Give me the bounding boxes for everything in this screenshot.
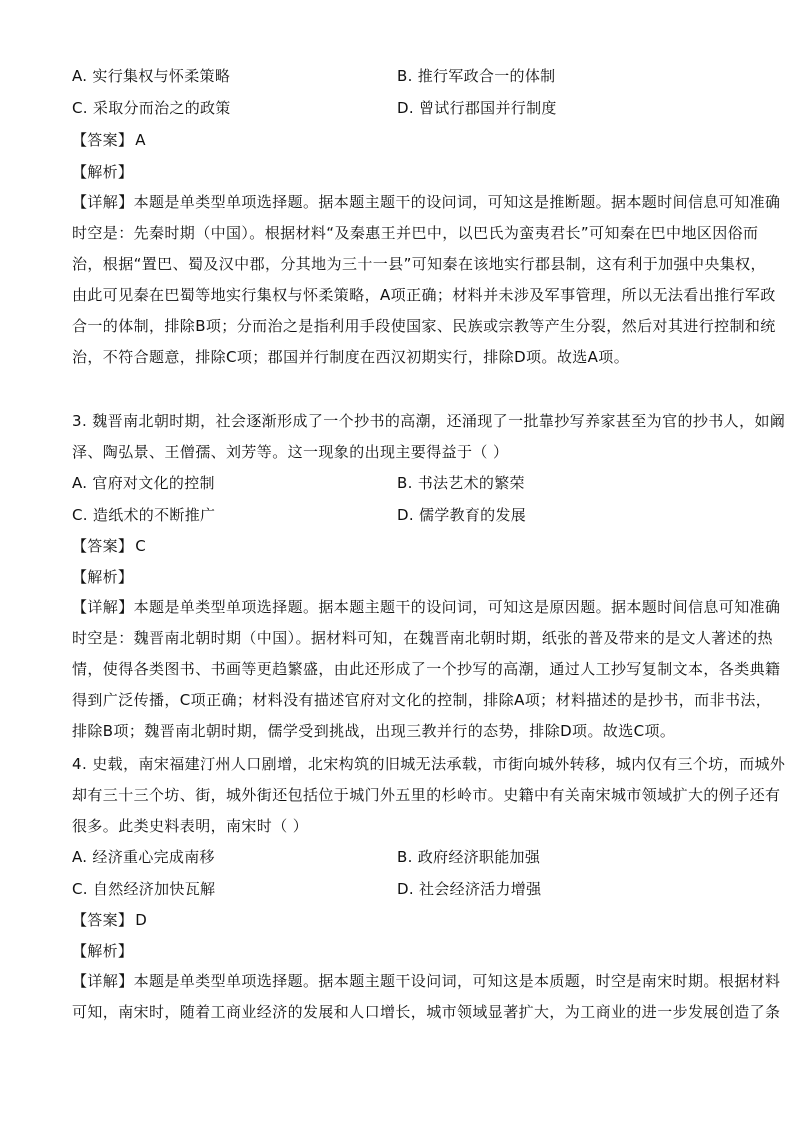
q3-answer-label: 【答案】 — [72, 537, 134, 555]
q2-detail-line: 合一的体制，排除B项；分而治之是指利用手段使国家、民族或宗教等产生分裂，然后对其进行控制和统 — [72, 317, 776, 335]
q3-option-b: B. 书法艺术的繁荣 — [397, 474, 525, 492]
q4-detail-line: 可知，南宋时，随着工商业经济的发展和人口增长，城市领域显著扩大，为工商业的进一步发展创造了条 — [72, 1003, 781, 1021]
q2-option-a: A. 实行集权与怀柔策略 — [72, 67, 231, 85]
q4-answer-value: D — [135, 911, 148, 929]
q2-detail-line: 治，根据“置巴、蜀及汉中郡，分其地为三十一县”可知秦在该地实行郡县制，这有利于加强中央集权， — [72, 255, 766, 273]
q2-option-c: C. 采取分而治之的政策 — [72, 99, 231, 117]
q3-detail-line: 得到广泛传播，C项正确；材料没有描述官府对文化的控制，排除A项；材料描述的是抄书，而非书法， — [72, 691, 772, 709]
q4-stem-line: 却有三十三个坊、街，城外街还包括位于城门外五里的杉岭市。史籍中有关南宋城市领域扩大的例子还有 — [72, 786, 781, 804]
q3-stem — [72, 406, 786, 468]
q4-detail-line: 【详解】本题是单类型单项选择题。据本题主题干设问词，可知这是本质题，时空是南宋时期。根据材料 — [72, 972, 781, 990]
q3-stem-line: 泽、陶弘景、王僧孺、刘芳等。这一现象的出现主要得益于（ ） — [72, 443, 509, 461]
q2-option-b: B. 推行军政合一的体制 — [397, 67, 556, 85]
q2-answer — [72, 131, 146, 149]
q3-option-a: A. 官府对文化的控制 — [72, 474, 215, 492]
q4-stem-line: 很多。此类史料表明，南宋时（ ） — [72, 817, 309, 835]
q3-detail — [72, 592, 781, 747]
q3-detail-line: 时空是：魏晋南北朝时期（中国）。据材料可知，在魏晋南北朝时期，纸张的普及带来的是文人著述的热 — [72, 629, 773, 647]
q4-analysis-label: 【解析】 — [72, 942, 134, 960]
q4-option-c: C. 自然经济加快瓦解 — [72, 880, 216, 898]
q3-stem-line: 3. 魏晋南北朝时期，社会逐渐形成了一个抄书的高潮，还涌现了一批靠抄写养家甚至为官的抄书人，如阚 — [72, 412, 786, 430]
q3-analysis-label: 【解析】 — [72, 568, 134, 586]
q3-detail-line: 情，使得各类图书、书画等更趋繁盛，由此还形成了一个抄写的高潮，通过人工抄写复制文本，各类典籍 — [72, 660, 781, 678]
q3-option-c: C. 造纸术的不断推广 — [72, 506, 216, 524]
q3-detail-line: 排除B项；魏晋南北朝时期，儒学受到挑战，出现三教并行的态势，排除D项。故选C项。 — [72, 722, 676, 740]
q2-detail-line: 治，不符合题意，排除C项；郡国并行制度在西汉初期实行，排除D项。故选A项。 — [72, 348, 630, 366]
q2-detail-line: 时空是：先秦时期（中国）。根据材料“及秦惠王并巴中，以巴氏为蛮夷君长”可知秦在巴中地区因俗而 — [72, 224, 759, 242]
q3-answer-value: C — [135, 537, 146, 555]
q2-answer-label: 【答案】 — [72, 131, 134, 149]
q4-answer — [72, 911, 147, 929]
q2-answer-value: A — [135, 131, 146, 149]
q4-detail — [72, 966, 781, 1028]
q2-detail-line: 由此可见秦在巴蜀等地实行集权与怀柔策略，A项正确；材料并未涉及军事管理，所以无法看出推行军政 — [72, 286, 776, 304]
q3-detail-line: 【详解】本题是单类型单项选择题。据本题主题干的设问词，可知这是原因题。据本题时间信息可知准确 — [72, 598, 781, 616]
q4-option-d: D. 社会经济活力增强 — [397, 880, 542, 898]
q2-detail-line: 【详解】本题是单类型单项选择题。据本题主题干的设问词，可知这是推断题。据本题时间信息可知准确 — [72, 193, 781, 211]
q4-option-b: B. 政府经济职能加强 — [397, 848, 541, 866]
q4-stem-line: 4. 史载，南宋福建汀州人口剧增，北宋构筑的旧城无法承载，市街向城外转移，城内仅有三个坊，而城外 — [72, 755, 786, 773]
q3-option-d: D. 儒学教育的发展 — [397, 506, 527, 524]
q2-option-d: D. 曾试行郡国并行制度 — [397, 99, 557, 117]
q4-option-a: A. 经济重心完成南移 — [72, 848, 215, 866]
q4-answer-label: 【答案】 — [72, 911, 134, 929]
q4-stem — [72, 749, 786, 842]
q2-analysis-label: 【解析】 — [72, 163, 134, 181]
q3-answer — [72, 537, 146, 555]
q2-detail — [72, 187, 781, 373]
